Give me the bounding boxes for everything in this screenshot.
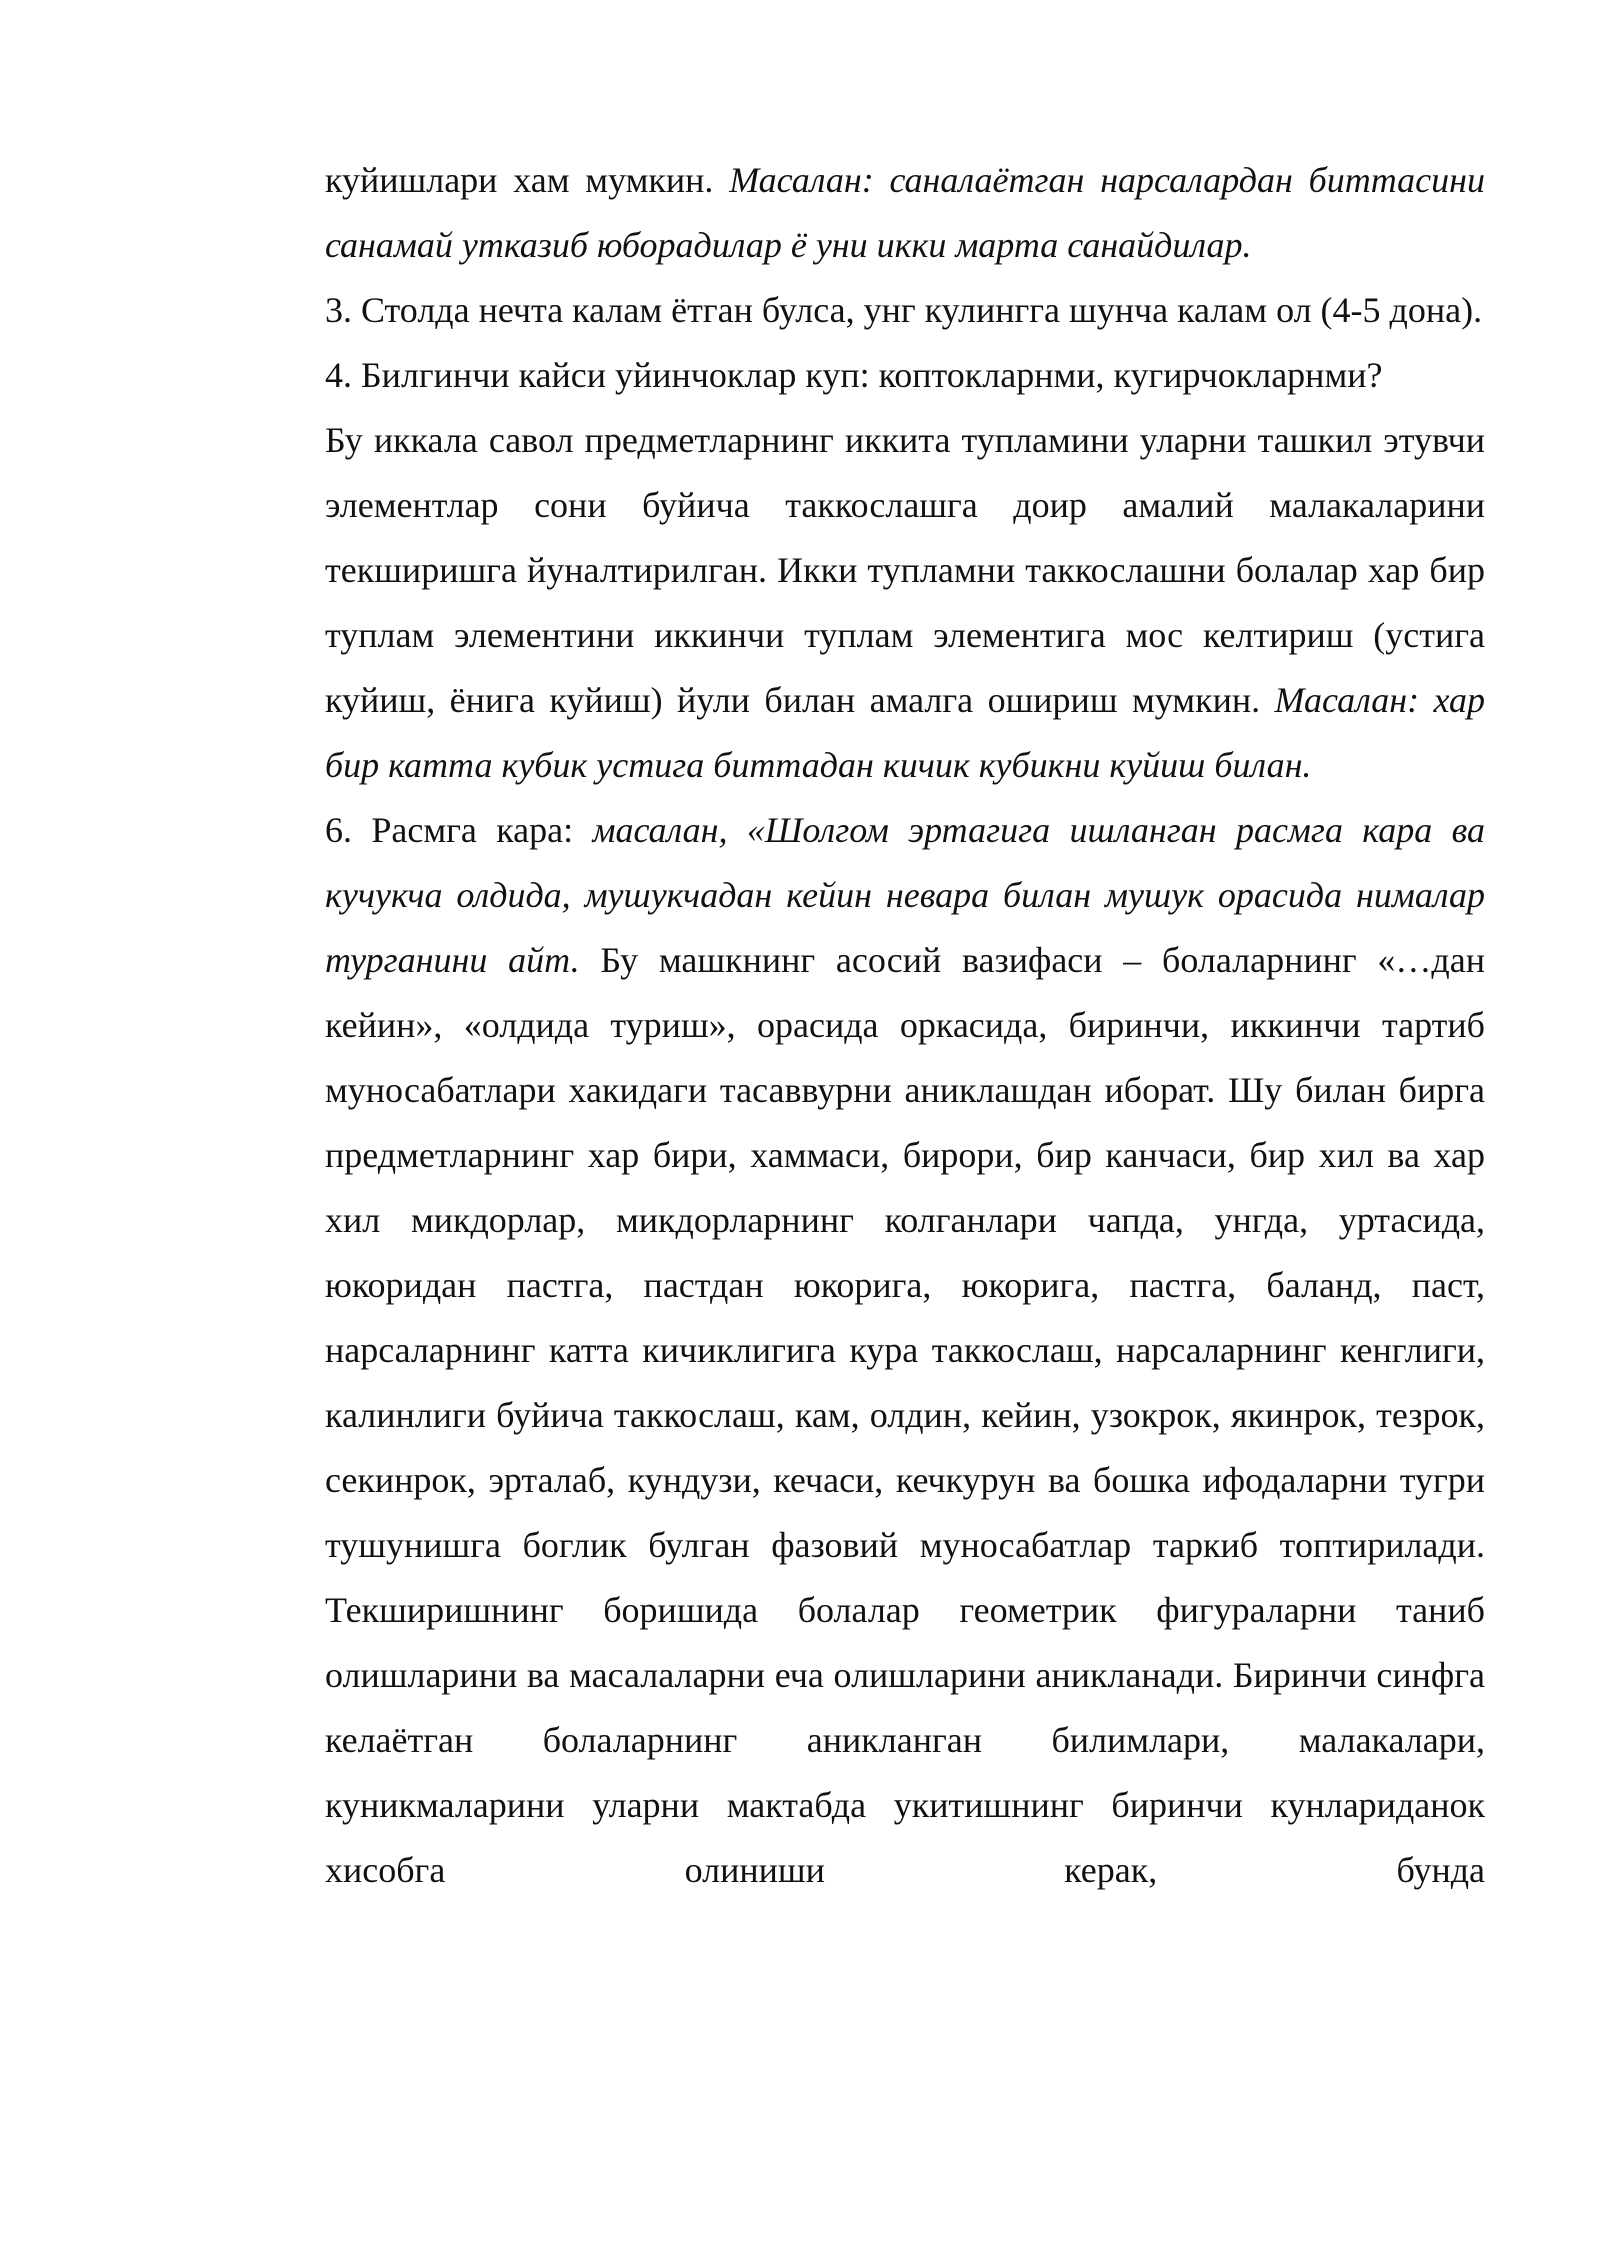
body-text <box>325 148 1485 1903</box>
italic-example: Масалан: саналаётган нарсалардан биттасини санамай утказиб юборадилар ё уни икки марта санайдилар. <box>325 160 1485 265</box>
paragraph-task-4 <box>325 343 1485 408</box>
italic-example: масалан, «Шолгом эртагига ишланган расмга кара ва кучукча олдида, мушукчадан кейин невара билан мушук орасида нималар турганини айт. <box>325 810 1485 980</box>
paragraph-task-6 <box>325 798 1485 1903</box>
text-segment: Бу машкнинг асосий вазифаси – болаларнинг «…дан кейин», «олдида туриш», орасида оркасида, биринчи, иккинчи тартиб муносабатлари хакидаги тасаввурни аниклашдан иборат. Шу билан бирга предметларнинг хар бири, хаммаси, бирори, бир канчаси, бир хил ва хар хил микдорлар, микдорларнинг колганлари чапда, унгда, уртасида, юкоридан пастга, пастдан юкорига, юкорига, пастга, баланд, паст, нарсаларнинг катта кичиклигига кура таккослаш, нарсаларнинг кенглиги, калинлиги буйича таккослаш, кам, олдин, кейин, узокрок, якинрок, тезрок, секинрок, эрталаб, кундузи, кечаси, кечкурун ва бошка ифодаларни тугри тушунишга боглик булган фазовий муносабатлар таркиб топтирилади. Текширишнинг боришида болалар геометрик фигураларни таниб олишларини ва масалаларни еча олишларини аникланади. Биринчи синфга келаётган болаларнинг аникланган билимлари, малакалари, куникмаларини уларни мактабда укитишнинг биринчи кунлариданок хисобга олиниши керак, бунда <box>325 940 1485 1890</box>
text-segment: 6. Расмга кара: <box>325 810 593 850</box>
paragraph-comparison <box>325 408 1485 798</box>
italic-example: Масалан: хар бир катта кубик устига биттадан кичик кубикни куйиш билан. <box>325 680 1486 785</box>
paragraph-counting-errors <box>325 148 1485 278</box>
text-segment: 4. Билгинчи кайси уйинчоклар куп: коптокларнми, кугирчокларнми? <box>325 355 1383 395</box>
text-segment: 3. Столда нечта калам ётган булса, унг кулингга шунча калам ол (4-5 дона). <box>325 290 1483 330</box>
paragraph-task-3 <box>325 278 1485 343</box>
text-segment: куйишлари хам мумкин. <box>325 160 730 200</box>
text-segment: Бу иккала савол предметларнинг иккита тупламини уларни ташкил этувчи элементлар сони буйича таккослашга доир амалий малакаларини текширишга йуналтирилган. Икки тупламни таккослашни болалар хар бир туплам элементини иккинчи туплам элементига мос келтириш (устига куйиш, ёнига куйиш) йули билан амалга ошириш мумкин. <box>325 420 1485 720</box>
